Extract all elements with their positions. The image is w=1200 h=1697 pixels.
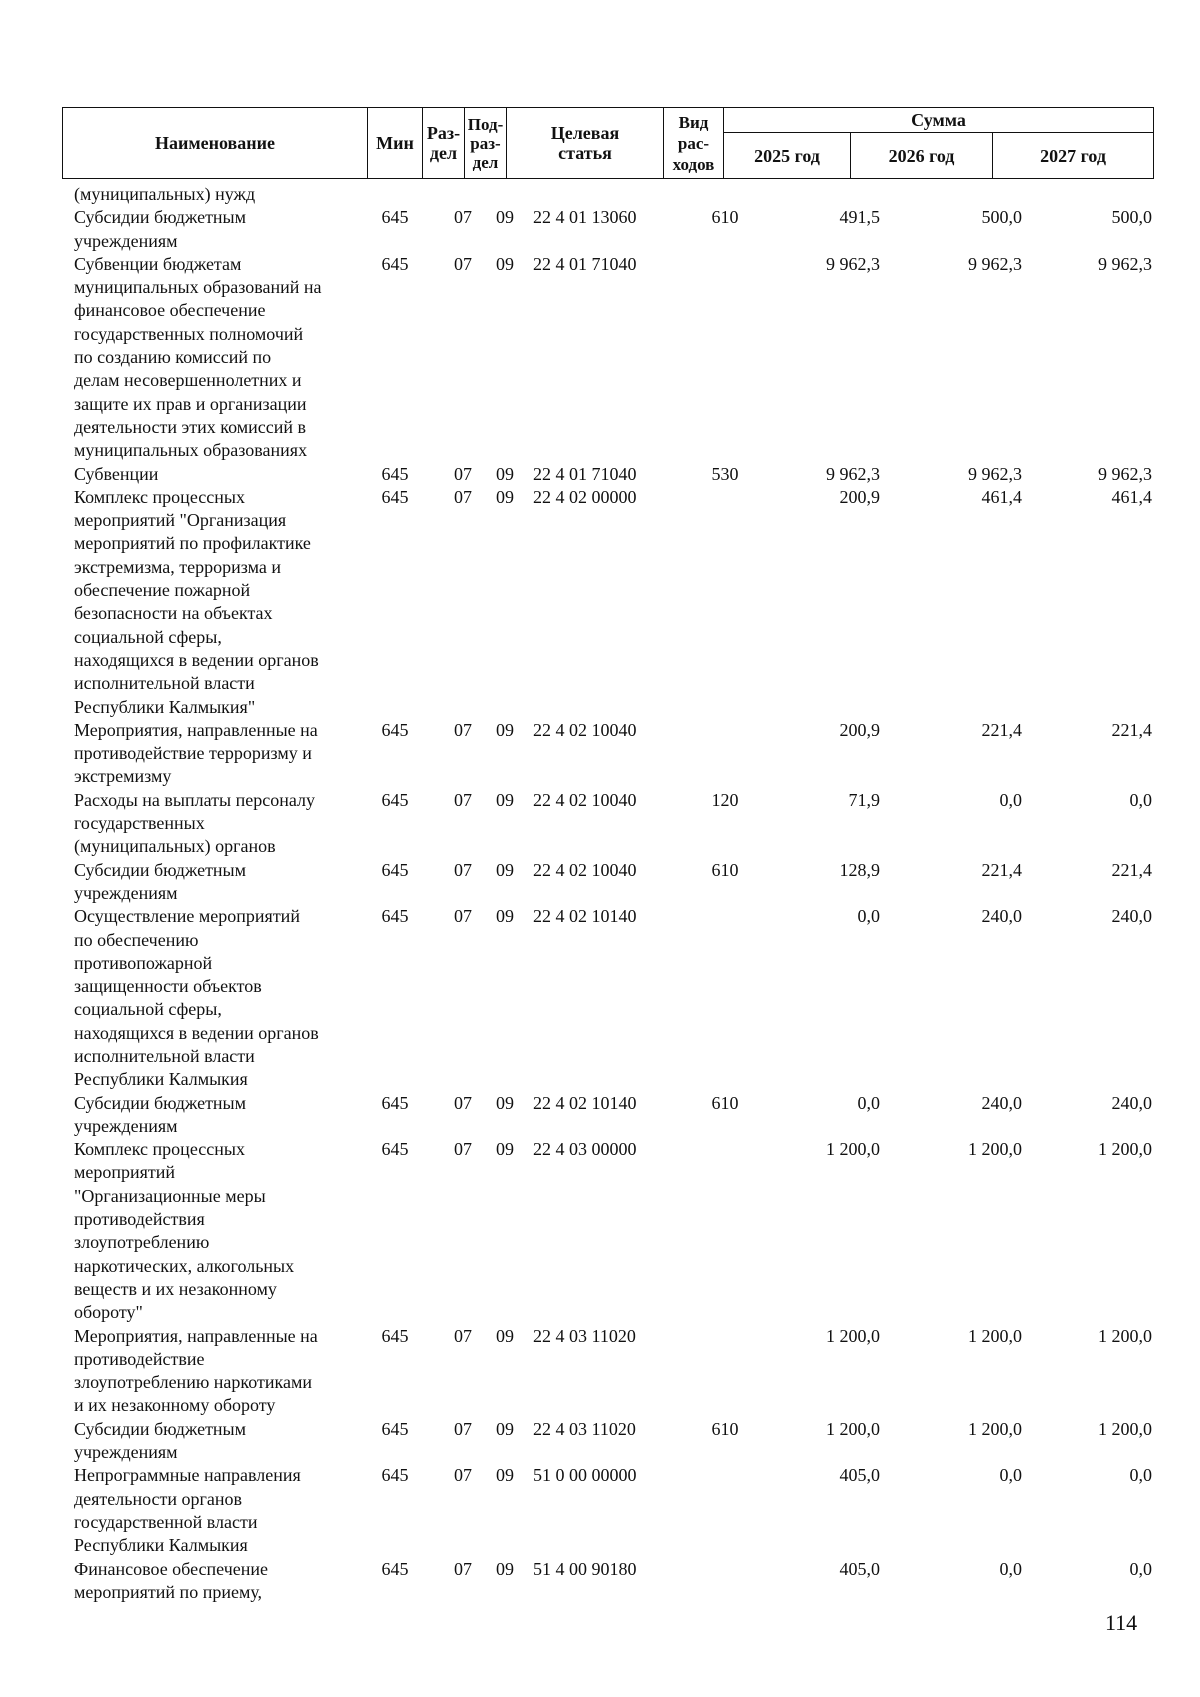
row-target-article: 51 4 00 90180 — [533, 1558, 637, 1579]
row-min: 645 — [381, 1325, 409, 1346]
row-sum-2026: 0,0 — [999, 1465, 1022, 1486]
row-sum-2027: 221,4 — [1111, 859, 1152, 880]
row-target-article: 22 4 03 11020 — [533, 1418, 636, 1439]
row-razdel: 07 — [454, 463, 472, 484]
row-target-article: 22 4 02 10140 — [533, 1092, 637, 1113]
row-min: 645 — [381, 486, 409, 507]
row-name: Осуществление мероприятий по обеспечению противопожарной защищенности объектов социальной сферы, находящихся в ведении органов исполнительной власти Республики Калмыкия — [74, 906, 319, 1090]
row-sum-2027: 1 200,0 — [1098, 1139, 1152, 1160]
row-min: 645 — [381, 719, 409, 740]
row-sum-2025: 200,9 — [839, 486, 880, 507]
table-body — [0, 183, 1200, 1604]
row-razdel: 07 — [454, 719, 472, 740]
row-min: 645 — [381, 207, 409, 228]
row-sum-2025: 1 200,0 — [826, 1325, 880, 1346]
header-razdel: Раз- дел — [423, 108, 465, 179]
row-sum-2026: 221,4 — [981, 719, 1022, 740]
row-min: 645 — [381, 1092, 409, 1113]
row-sum-2026: 500,0 — [981, 207, 1022, 228]
row-sum-2025: 1 200,0 — [826, 1418, 880, 1439]
table-row — [0, 1464, 1200, 1557]
row-podrazdel: 09 — [496, 486, 514, 507]
header-expense-type: Вид рас- ходов — [664, 108, 724, 179]
table-header — [62, 107, 1154, 179]
row-sum-2025: 9 962,3 — [826, 253, 880, 274]
row-min: 645 — [381, 1139, 409, 1160]
row-sum-2027: 0,0 — [1129, 1465, 1152, 1486]
row-expense-type: 610 — [711, 207, 739, 228]
header-target-article: Целевая статья — [507, 108, 664, 179]
row-name: Мероприятия, направленные на противодействие терроризму и экстремизму — [74, 719, 318, 787]
row-expense-type: 120 — [711, 789, 739, 810]
row-name: Субсидии бюджетным учреждениям — [74, 1418, 247, 1463]
row-sum-2025: 1 200,0 — [826, 1139, 880, 1160]
row-sum-2027: 1 200,0 — [1098, 1418, 1152, 1439]
table-row — [0, 859, 1200, 906]
row-razdel: 07 — [454, 1139, 472, 1160]
row-sum-2026: 9 962,3 — [968, 253, 1022, 274]
row-min: 645 — [381, 253, 409, 274]
row-podrazdel: 09 — [496, 906, 514, 927]
row-sum-2025: 0,0 — [857, 1092, 880, 1113]
row-sum-2025: 491,5 — [839, 207, 880, 228]
header-year-2027: 2027 год — [993, 133, 1154, 179]
row-sum-2025: 128,9 — [839, 859, 880, 880]
row-target-article: 22 4 03 00000 — [533, 1139, 637, 1160]
row-sum-2026: 9 962,3 — [968, 463, 1022, 484]
header-min: Мин — [368, 108, 423, 179]
row-min: 645 — [381, 789, 409, 810]
row-name: Расходы на выплаты персоналу государственных (муниципальных) органов — [74, 789, 315, 857]
row-sum-2027: 240,0 — [1111, 906, 1152, 927]
header-year-2026: 2026 год — [851, 133, 993, 179]
row-razdel: 07 — [454, 486, 472, 507]
row-name: Комплекс процессных мероприятий "Организационные меры противодействия злоупотреблению наркотических, алкогольных веществ и их незаконному обороту" — [74, 1139, 295, 1323]
row-name: Комплекс процессных мероприятий "Организация мероприятий по профилактике экстремизма, терроризма и обеспечение пожарной безопасности на объектах социальной сферы, находящихся в ведении органов исполнительной власти Республики Калмыкия" — [74, 486, 319, 717]
header-podrazdel: Под- раз- дел — [465, 108, 507, 179]
row-target-article: 22 4 01 13060 — [533, 207, 637, 228]
row-razdel: 07 — [454, 1325, 472, 1346]
row-sum-2026: 240,0 — [981, 1092, 1022, 1113]
row-sum-2027: 9 962,3 — [1098, 253, 1152, 274]
row-podrazdel: 09 — [496, 1418, 514, 1439]
row-podrazdel: 09 — [496, 463, 514, 484]
header-year-2025: 2025 год — [724, 133, 851, 179]
table-row — [0, 719, 1200, 789]
row-podrazdel: 09 — [496, 719, 514, 740]
row-razdel: 07 — [454, 1465, 472, 1486]
row-min: 645 — [381, 859, 409, 880]
table-row — [0, 183, 1200, 206]
row-sum-2027: 0,0 — [1129, 789, 1152, 810]
row-sum-2025: 9 962,3 — [826, 463, 880, 484]
row-target-article: 22 4 02 00000 — [533, 486, 637, 507]
row-expense-type: 610 — [711, 1092, 739, 1113]
row-name: Субвенции бюджетам муниципальных образований на финансовое обеспечение государственных полномочий по созданию комиссий по делам несовершеннолетних и защите их прав и организации деятельности этих комиссий в муниципальных образованиях — [74, 253, 322, 461]
row-sum-2027: 1 200,0 — [1098, 1325, 1152, 1346]
row-name: Субвенции — [74, 463, 159, 484]
row-sum-2025: 405,0 — [839, 1558, 880, 1579]
row-expense-type: 530 — [711, 463, 739, 484]
row-podrazdel: 09 — [496, 1092, 514, 1113]
table-row — [0, 1558, 1200, 1605]
row-min: 645 — [381, 1558, 409, 1579]
row-sum-2026: 0,0 — [999, 789, 1022, 810]
row-target-article: 51 0 00 00000 — [533, 1465, 637, 1486]
row-razdel: 07 — [454, 906, 472, 927]
table-row — [0, 253, 1200, 463]
table-row — [0, 486, 1200, 719]
row-sum-2026: 1 200,0 — [968, 1139, 1022, 1160]
row-sum-2026: 1 200,0 — [968, 1418, 1022, 1439]
row-podrazdel: 09 — [496, 1139, 514, 1160]
row-name: Финансовое обеспечение мероприятий по приему, — [74, 1558, 269, 1602]
row-sum-2027: 461,4 — [1111, 486, 1152, 507]
table-row — [0, 1092, 1200, 1139]
row-sum-2027: 221,4 — [1111, 719, 1152, 740]
row-sum-2027: 0,0 — [1129, 1558, 1152, 1579]
row-razdel: 07 — [454, 859, 472, 880]
row-target-article: 22 4 02 10140 — [533, 906, 637, 927]
table-row — [0, 463, 1200, 486]
row-podrazdel: 09 — [496, 789, 514, 810]
row-razdel: 07 — [454, 789, 472, 810]
table-row — [0, 1325, 1200, 1418]
row-target-article: 22 4 02 10040 — [533, 789, 637, 810]
row-sum-2025: 71,9 — [848, 789, 880, 810]
table-row — [0, 206, 1200, 253]
row-sum-2026: 461,4 — [981, 486, 1022, 507]
row-razdel: 07 — [454, 1092, 472, 1113]
header-name: Наименование — [63, 108, 368, 179]
row-expense-type: 610 — [711, 1418, 739, 1439]
row-razdel: 07 — [454, 253, 472, 274]
row-sum-2027: 500,0 — [1111, 207, 1152, 228]
row-name: Мероприятия, направленные на противодействие злоупотреблению наркотиками и их незаконному обороту — [74, 1325, 318, 1416]
row-name: Субсидии бюджетным учреждениям — [74, 859, 247, 903]
row-expense-type: 610 — [711, 859, 739, 880]
row-podrazdel: 09 — [496, 1558, 514, 1579]
row-target-article: 22 4 02 10040 — [533, 719, 637, 740]
row-podrazdel: 09 — [496, 253, 514, 274]
row-min: 645 — [381, 906, 409, 927]
row-sum-2025: 405,0 — [839, 1465, 880, 1486]
row-sum-2026: 1 200,0 — [968, 1325, 1022, 1346]
row-sum-2025: 0,0 — [857, 906, 880, 927]
table-row — [0, 905, 1200, 1091]
row-sum-2026: 240,0 — [981, 906, 1022, 927]
row-podrazdel: 09 — [496, 207, 514, 228]
row-podrazdel: 09 — [496, 1325, 514, 1346]
row-podrazdel: 09 — [496, 1465, 514, 1486]
row-podrazdel: 09 — [496, 859, 514, 880]
row-name: Субсидии бюджетным учреждениям — [74, 207, 247, 251]
row-min: 645 — [381, 463, 409, 484]
row-min: 645 — [381, 1418, 409, 1439]
row-razdel: 07 — [454, 207, 472, 228]
page-number: 114 — [1105, 1610, 1138, 1635]
row-sum-2026: 0,0 — [999, 1558, 1022, 1579]
row-razdel: 07 — [454, 1558, 472, 1579]
row-min: 645 — [381, 1465, 409, 1486]
header-sum: Сумма — [724, 108, 1154, 133]
table-row — [0, 1138, 1200, 1324]
table-row — [0, 1418, 1200, 1465]
table-row — [0, 789, 1200, 859]
row-target-article: 22 4 01 71040 — [533, 463, 637, 484]
row-name: Субсидии бюджетным учреждениям — [74, 1092, 247, 1136]
row-target-article: 22 4 03 11020 — [533, 1325, 636, 1346]
row-sum-2026: 221,4 — [981, 859, 1022, 880]
row-name: Непрограммные направления деятельности органов государственной власти Республики Калмыкия — [74, 1465, 301, 1556]
row-target-article: 22 4 01 71040 — [533, 253, 637, 274]
row-name: (муниципальных) нужд — [74, 184, 256, 204]
row-target-article: 22 4 02 10040 — [533, 859, 637, 880]
row-sum-2027: 240,0 — [1111, 1092, 1152, 1113]
row-sum-2025: 200,9 — [839, 719, 880, 740]
row-sum-2027: 9 962,3 — [1098, 463, 1152, 484]
row-razdel: 07 — [454, 1418, 472, 1439]
